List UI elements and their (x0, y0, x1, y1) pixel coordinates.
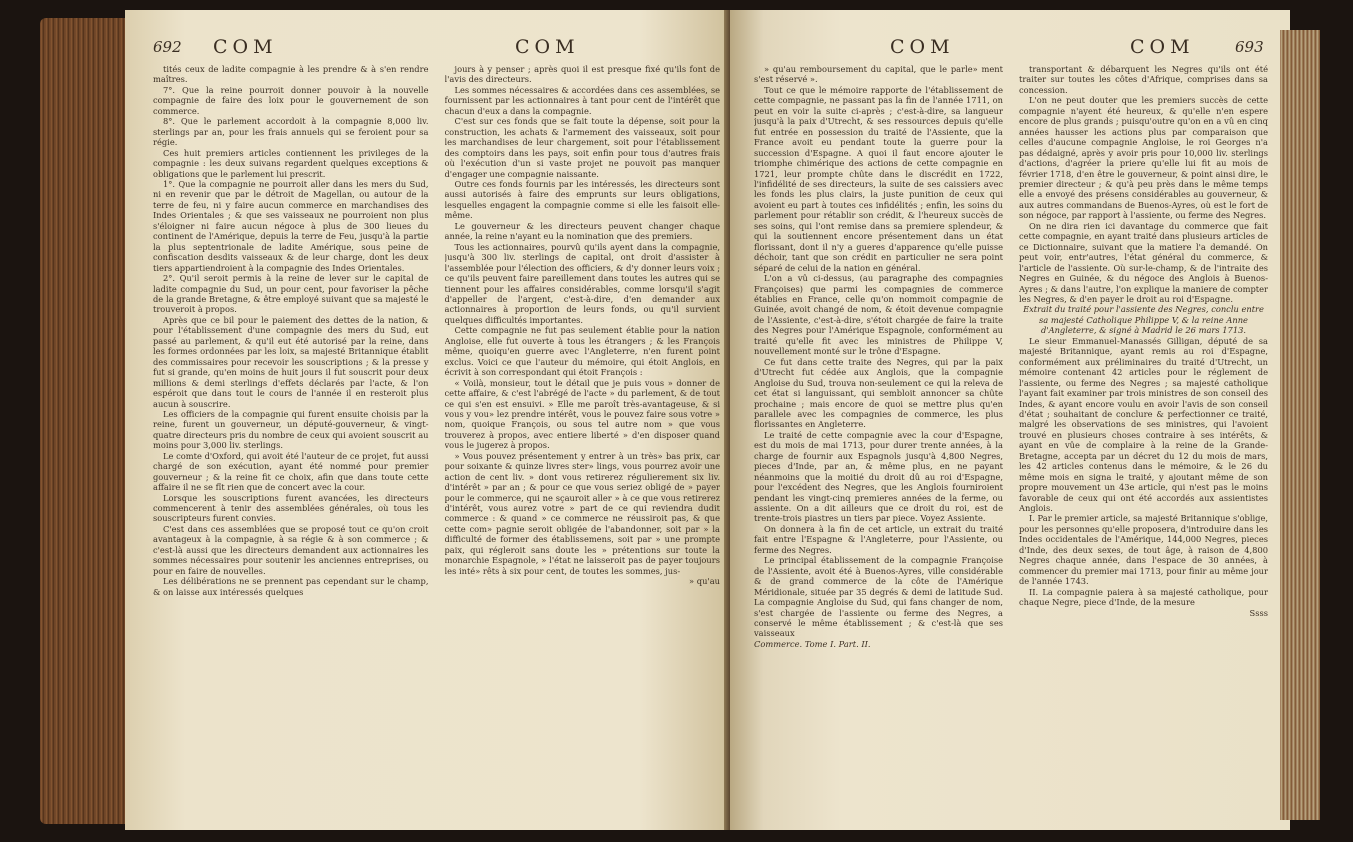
paragraph: On donnera à la fin de cet article, un extrait du traité fait entre l'Espagne & l'Angleterre, pour l'Assiente, ou ferme des Negres. (754, 523, 1003, 555)
left-running-head (125, 34, 730, 62)
paragraph: Le comte d'Oxford, qui avoit été l'auteur de ce projet, fut aussi chargé de son exécution, ayant été nommé pour premier gouverneur ; & la reine fit ce choix, afin que dans toute cette affaire il ne se fît rien que de concert avec la cour. (153, 450, 429, 493)
left-running-title-2: COM (515, 36, 580, 58)
catchword: » qu'au (689, 576, 720, 587)
paragraph: C'est sur ces fonds que se fait toute la dépense, soit pour la construction, les achats & l'armement des vaisseaux, soit pour les marchandises de leur chargement, soit pour l'établissement des comptoirs dans les pays, soit enfin pour tous d'autres frais où l'exécution d'un si vaste projet ne pouvoit pas manquer d'engager une compagnie naissante. (444, 116, 720, 179)
paragraph: C'est dans ces assemblées que se proposé tout ce qu'on croit avantageux à la compagnie, à sa régie & à son commerce ; & c'est-là aussi que les directeurs demandent aux actionnaires les sommes nécessaires pour soutenir les anciennes entreprises, ou pour en faire de nouvelles. (153, 523, 429, 576)
right-running-head (730, 34, 1290, 62)
paragraph: Les officiers de la compagnie qui furent ensuite choisis par la reine, furent un gouverneur, un député-gouverneur, & vingt-quatre directeurs pris du nombre de ceux qui avoient souscrit au moins pour 3,000 liv. sterlings. (153, 408, 429, 451)
right-page (730, 10, 1290, 830)
paragraph: Les sommes nécessaires & accordées dans ces assemblées, se fournissent par les actionnaires à tant pour cent de l'intérêt que chacun d'eux a dans la compagnie. (444, 84, 720, 116)
paragraph: Ces huit premiers articles contiennent les privileges de la compagnie : les deux suivans regardent quelques exceptions & obligations que le parlement lui prescrit. (153, 147, 429, 179)
left-page-number: 692 (153, 38, 182, 56)
paragraph: 2°. Qu'il seroit permis à la reine de lever sur le capital de ladite compagnie du Sud, un pour cent, pour favoriser la pêche de la grande Bretagne, & être employé suivant que sa majesté le trouveroit à propos. (153, 273, 429, 315)
signature-line: Commerce. Tome I. Part. II. (754, 638, 871, 649)
left-page (125, 10, 730, 830)
left-column-1 (153, 64, 429, 814)
paragraph: L'on ne peut douter que les premiers succès de cette compagnie n'ayent été heureux, & qu'elle n'en espere encore de plus grands ; puisqu'outre qu'on en a vû en cinq années hausser les actions plus par comparaison que celles d'aucune compagnie Angloise, le roi Georges n'a pas dédaigné, après y avoir pris pour 10,000 liv. sterlings d'actions, d'agréer la priere qu'elle lui fit au mois de février 1718, d'en être le gouverneur, & point ainsi dire, le premier directeur ; & qu'à peu près dans le même temps elle a envoyé des présens considérables au gouverneur, & aux autres commandans de Buenos-Ayres, où est le fort de son négoce, par rapport à l'assiente, ou ferme des Negres. (1019, 95, 1268, 221)
paragraph: Le sieur Emmanuel-Manassés Gilligan, député de sa majesté Britannique, ayant remis au roi d'Espagne, conformément aux préliminaires du traité d'Utrecht, un mémoire contenant 42 articles pour le réglement de l'assiente, ou ferme des Negres ; sa majesté catholique l'ayant fait examiner par trois ministres de son conseil des Indes, & ayant encore voulu en avoir l'avis de son conseil d'état ; souhaitant de conclure & perfectionner ce traité, malgré les observations de ses ministres, qui l'avoient trouvé en plusieurs choses contraire à ses intérêts, & ayant en vûe de complaire à la reine de la Grande-Bretagne, accepta par un décret du 12 du mois de mars, les 42 articles contenus dans le mémoire, & le 26 du même mois en signa le traité, y ajoutant même de son propre mouvement un 43e article, qui n'est pas le moins favorable de ceux qui ont été accordés aux assientistes Anglois. (1019, 335, 1268, 514)
paragraph: L'on a vû ci-dessus, (au paragraphe des compagnies Françoises) que parmi les compagnies de commerce établies en France, celle qu'on nommoit compagnie de Guinée, avoit changé de nom, & étoit devenue compagnie de l'Assiente, c'est-à-dire, s'étoit chargée de faire la traite des Negres pour l'Amérique Espagnole, conformément au traité qu'elle fit avec les ministres de Philippe V, nouvellement monté sur le trône d'Espagne. (754, 273, 1003, 357)
paragraph: transportant & débarquent les Negres qu'ils ont été traiter sur toutes les côtes d'Afrique, comprises dans sa concession. (1019, 64, 1268, 95)
page-edges-right (1280, 30, 1320, 820)
left-column-2 (445, 64, 721, 814)
paragraph: II. La compagnie paiera à sa majesté catholique, pour chaque Negre, piece d'Inde, de la mesure (1019, 586, 1268, 608)
paragraph: Après que ce bil pour le paiement des dettes de la nation, & pour l'établissement d'une compagnie des mers du Sud, eut passé au parlement, & qu'il eut été autorisé par la reine, dans les formes ordonnées par les loix, sa majesté Britannique établit des commissaires pour recevoir les souscriptions ; & la presse y fut si grande, qu'en moins de huit jours il fut souscrit pour deux millions & demi sterlings d'effets déclarés par l'acte, & l'on espéroit que dans tout le cours de l'année il en resteroit plus aucun à souscrire. (153, 314, 429, 409)
paragraph: 1°. Que la compagnie ne pourroit aller dans les mers du Sud, ni en revenir que par le détroit de Magellan, ou autour de la terre de feu, ni y faire aucun commerce en marchandises des Indes Orientales ; & que ses vaisseaux ne pourroient non plus s'éloigner ni faire aucun négoce à plus de 300 lieues du continent de l'Amérique, depuis la terre de Feu, jusqu'à la partie la plus septentrionale de ladite Amérique, sous peine de confiscation desdits vaisseaux & de leur charge, dont les deux tiers appartiendroient à la compagnie des Indes Orientales. (153, 178, 429, 273)
right-column-2 (1019, 64, 1268, 814)
paragraph: « Voilà, monsieur, tout le détail que je puis vous » donner de cette affaire, & c'est l'abrégé de l'acte » du parlement, & de tout ce qui s'en est ensuivi. » Elle me paroît très-avantageuse, & si vous y vou» lez prendre intérêt, vous le pouvez faire sous votre » nom, quoique François, ou sous tel autre nom » que vous trouverez à propos, avec entiere liberté » d'en disposer quand vous le jugerez à propos. (444, 377, 720, 451)
page-edges-left (40, 18, 130, 824)
right-running-title-2: COM (1130, 36, 1195, 58)
paragraph: Cette compagnie ne fut pas seulement établie pour la nation Angloise, elle fut ouverte à tous les étrangers ; & les François même, quoiqu'en guerre avec l'Angleterre, n'en furent point exclus. Voici ce que l'auteur du mémoire, qui étoit Anglois, en écrivit à son correspondant qui étoit François : (444, 325, 720, 378)
paragraph: On ne dira rien ici davantage du commerce que fait cette compagnie, en ayant traité dans plusieurs articles de ce Dictionnaire, suivant que la matiere l'a demandé. On peut voir, entr'autres, l'état général du commerce, & l'article de l'assiente. Où sur-le-champ, & de l'intraite des Negres en Guinée, & du négoce des Anglois à Buenos-Ayres ; & dans l'autre, l'on explique la maniere de compter les Negres, & d'en payer le droit au roi d'Espagne. (1019, 220, 1268, 304)
right-page-number: 693 (1235, 38, 1264, 56)
paragraph: Les délibérations ne se prennent pas cependant sur le champ, & on laisse aux intéressés quelques (153, 576, 429, 597)
paragraph: Tous les actionnaires, pourvû qu'ils ayent dans la compagnie, jusqu'à 300 liv. sterlings de capital, ont droit d'assister à l'assemblée pour l'élection des officiers, & d'y donner leurs voix ; ce qu'ils peuvent faire pareillement dans toutes les autres qui se tiennent pour les affaires considérables, comme lorsqu'il s'agit d'appeller de l'argent, c'est-à-dire, d'en demander aux actionnaires à proportion de leurs fonds, ou qu'il survient quelques difficultés importantes. (444, 241, 720, 325)
extract-title: Extrait du traité pour l'assiente des Negres, conclu entre sa majesté Catholique Philippe V, & la reine Anne d'Angleterre, & signé à Madrid le 26 mars 1713. (1023, 304, 1264, 336)
paragraph: » qu'au remboursement du capital, que le parle» ment s'est réservé ». (754, 64, 1003, 85)
paragraph: tités ceux de ladite compagnie à les prendre & à s'en rendre maîtres. (153, 64, 429, 85)
signature-mark: Ssss (1249, 607, 1268, 618)
paragraph: » Vous pouvez présentement y entrer à un très» bas prix, car pour soixante & quinze livres ster» lings, vous pourrez avoir une action de cent liv. » dont vous retirerez régulierement six liv. d'intérêt » par an ; & pour ce que vous seriez obligé de » payer pour le commerce, qui ne sçauroit aller » à ce que vous retirerez d'intérêt, vous aurez votre » part de ce qui reviendra dudit commerce : & quand » ce commerce ne réussiroit pas, & que cette com» pagnie seroit obligée de l'abandonner, soit par » la difficulté de former des établissemens, soit par » une prompte paix, qui régleroit sans doute les » prétentions sur toute la monarchie Espagnole, » l'état ne laisseroit pas de payer toujours les inté» rêts à six pour cent, de toutes les sommes, jus- (444, 450, 720, 576)
paragraph: Ce fut dans cette traite des Negres, qui par la paix d'Utrecht fut cédée aux Anglois, que la compagnie Angloise du Sud, trouva non-seulement ce qui la releva de cet état si languissant, qui sembloit annoncer sa chûte prochaine ; mais encore de quoi se mettre plus qu'en parallele avec les compagnies de commerce, les plus florissantes en Angleterre. (754, 356, 1003, 430)
paragraph: Tout ce que le mémoire rapporte de l'établissement de cette compagnie, ne passant pas la fin de l'année 1711, on peut en voir la suite ci-après ; c'est-à-dire, sa langueur jusqu'à la paix d'Utrecht, & ses ressources depuis qu'elle fut entrée en possession du traité de l'Assiente, que la France avoit eu pendant toute la guerre pour la succession d'Espagne. A quoi il faut encore ajouter le triomphe chimérique des actions de cette compagnie en 1721, leur prompte chûte dans le discrédit en 1722, l'infidélité de ses directeurs, la suite de ses caissiers avec les fonds les plus clairs, la juste punition de ceux qui avoient eu part à toutes ces infidélités ; enfin, les soins du parlement pour rétablir son crédit, & l'heureux succès de ses soins, qui l'ont remise dans sa premiere splendeur, & qui la soutiennent encore présentement dans un état florissant, dont il n'y a gueres d'apparence qu'elle puisse déchoir, tant que son crédit en particulier ne sera point séparé de celui de la nation en général. (754, 84, 1003, 273)
paragraph: I. Par le premier article, sa majesté Britannique s'oblige, pour les personnes qu'elle proposera, d'introduire dans les Indes occidentales de l'Amérique, 144,000 Negres, pieces d'Inde, des deux sexes, de tout âge, à raison de 4,800 Negres chaque année, dans l'espace de 30 années, à commencer du premier mai 1713, pour finir au même jour de l'année 1743. (1019, 513, 1268, 587)
paragraph: Le gouverneur & les directeurs peuvent changer chaque année, la reine n'ayant eu la nomination que des premiers. (444, 220, 720, 242)
left-running-title-1: COM (213, 36, 278, 58)
paragraph: Le principal établissement de la compagnie Françoise de l'Assiente, avoit été à Buenos-Ayres, ville considérable & de grand commerce de la côte de l'Amérique Méridionale, située par 35 degrés & demi de latitude Sud. La compagnie Angloise du Sud, qui fans changer de nom, s'est chargée de l'assiente ou ferme des Negres, a conservé le même établissement ; & c'est-là que ses vaisseaux (754, 555, 1003, 639)
paragraph: 7°. Que la reine pourroit donner pouvoir à la nouvelle compagnie de faire des loix pour le gouvernement de son commerce. (153, 84, 429, 116)
right-column-1 (754, 64, 1003, 814)
paragraph: Le traité de cette compagnie avec la cour d'Espagne, est du mois de mai 1713, pour durer trente années, à la charge de fournir aux Espagnols jusqu'à 4,800 Negres, pieces d'Inde, par an, & même plus, en ne payant néanmoins que la moitié du droit dû au roi d'Espagne, pour l'excédent des Negres, que les Anglois fourniroient pendant les vingt-cinq premieres années de la ferme, ou assiente. On a dit ailleurs que ce droit du roi, est de trente-trois piastres un tiers par piece. Voyez Assiente. (754, 429, 1003, 524)
paragraph: Outre ces fonds fournis par les intéressés, les directeurs sont aussi autorisés à faire des emprunts sur leurs obligations, lesquelles engagent la compagnie comme si elle les faisoit elle-même. (444, 178, 720, 221)
right-running-title-1: COM (890, 36, 955, 58)
open-book (40, 10, 1320, 830)
paragraph: jours à y penser ; après quoi il est presque fixé qu'ils font de l'avis des directeurs. (444, 64, 720, 85)
paragraph: Lorsque les souscriptions furent avancées, les directeurs commencerent à tenir des assemblées générales, où tous les souscripteurs furent convies. (153, 492, 429, 524)
paragraph: 8°. Que le parlement accordoit à la compagnie 8,000 liv. sterlings par an, pour les frais annuels qui se feroient pour sa régie. (153, 116, 429, 148)
